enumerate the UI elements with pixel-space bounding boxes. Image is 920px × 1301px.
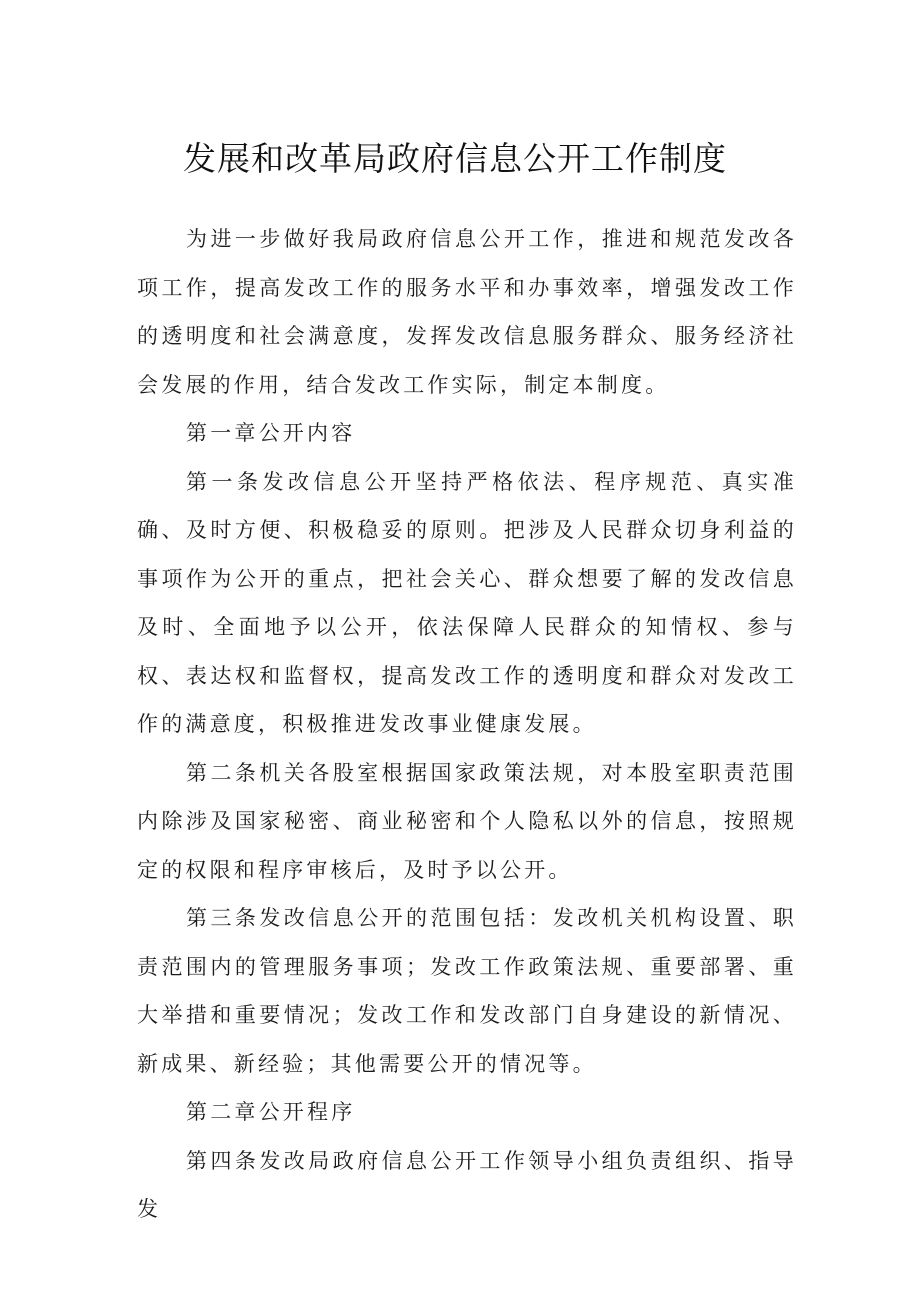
article-3-paragraph: 第三条发改信息公开的范围包括：发改机关机构设置、职责范围内的管理服务事项；发改工作政策法规、重要部署、重大举措和重要情况；发改工作和发改部门自身建设的新情况、新成果、新经验；其他需要公开的情况等。	[137, 906, 797, 1076]
article-2-paragraph: 第二条机关各股室根据国家政策法规，对本股室职责范围内除涉及国家秘密、商业秘密和个人隐私以外的信息，按照规定的权限和程序审核后，及时予以公开。	[137, 760, 797, 882]
document-body	[137, 215, 797, 1234]
chapter-1-heading: 第一章公开内容	[186, 421, 356, 445]
document-title: 发展和改革局政府信息公开工作制度	[183, 139, 727, 178]
chapter-2-heading: 第二章公开程序	[186, 1100, 356, 1124]
article-1-paragraph: 第一条发改信息公开坚持严格依法、程序规范、真实准确、及时方便、积极稳妥的原则。把涉及人民群众切身利益的事项作为公开的重点，把社会关心、群众想要了解的发改信息及时、全面地予以公开，依法保障人民群众的知情权、参与权、表达权和监督权，提高发改工作的透明度和群众对发改工作的满意度，积极推进发改事业健康发展。	[137, 469, 797, 736]
intro-paragraph: 为进一步做好我局政府信息公开工作，推进和规范发改各项工作，提高发改工作的服务水平和办事效率，增强发改工作的透明度和社会满意度，发挥发改信息服务群众、服务经济社会发展的作用，结合发改工作实际，制定本制度。	[137, 227, 797, 397]
article-4-paragraph: 第四条发改局政府信息公开工作领导小组负责组织、指导发	[137, 1148, 797, 1221]
